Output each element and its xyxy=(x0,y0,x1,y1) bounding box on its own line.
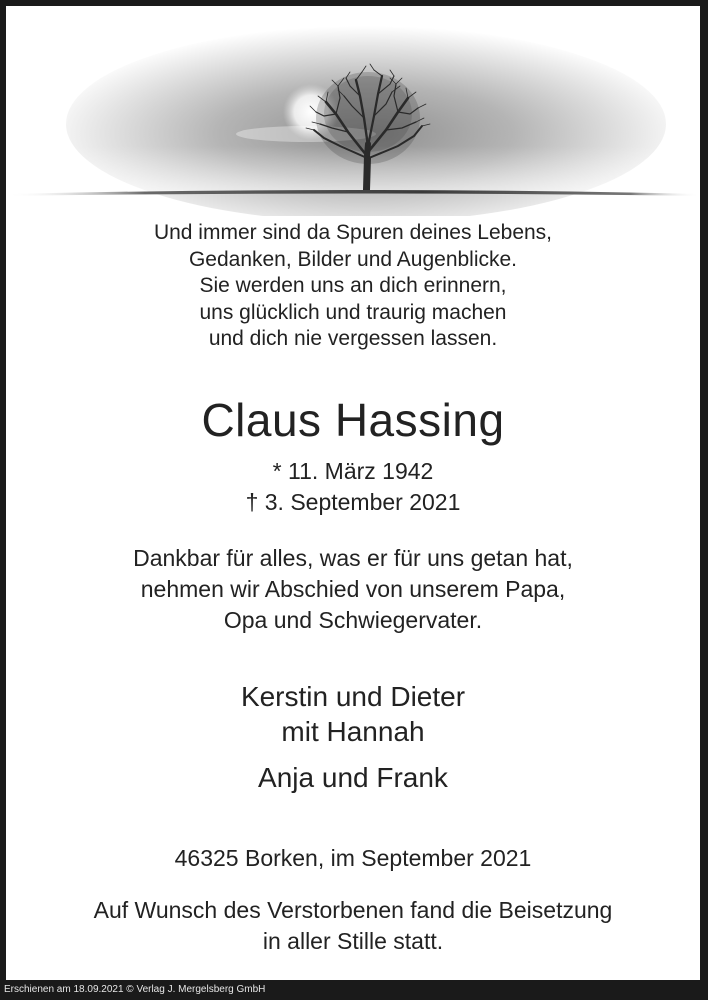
poem-line: Und immer sind da Spuren deines Lebens, xyxy=(153,221,553,244)
gratitude-text xyxy=(6,543,700,636)
mourner-spacer xyxy=(6,749,700,760)
poem-line: uns glücklich und traurig machen xyxy=(199,300,507,324)
mourner-line: mit Hannah xyxy=(281,716,425,747)
poem-line: Gedanken, Bilder und Augenblicke. xyxy=(188,247,518,271)
place-and-date xyxy=(6,843,700,873)
poem-line: Sie werden uns an dich erinnern, xyxy=(199,274,507,297)
mourner-line: Anja und Frank xyxy=(258,762,448,793)
obituary-notice xyxy=(6,6,700,980)
deceased-name-text: Claus Hassing xyxy=(201,394,505,446)
death-date: † 3. September 2021 xyxy=(245,489,461,515)
mourners xyxy=(6,679,700,795)
gratitude-line: Opa und Schwiegervater. xyxy=(223,607,483,633)
poem xyxy=(6,220,700,353)
mourner-line: Kerstin und Dieter xyxy=(240,681,466,712)
life-dates xyxy=(6,456,700,518)
poem-line: und dich nie vergessen lassen. xyxy=(208,327,498,350)
place-date-text: 46325 Borken, im September 2021 xyxy=(174,845,532,871)
deceased-name xyxy=(6,392,700,448)
publication-footer: Erschienen am 18.09.2021 © Verlag J. Mergelsberg GmbH xyxy=(4,984,266,995)
burial-note-line: Auf Wunsch des Verstorbenen fand die Beisetzung xyxy=(93,897,613,923)
birth-date: * 11. März 1942 xyxy=(272,458,434,484)
gratitude-line: Dankbar für alles, was er für uns getan hat, xyxy=(133,545,573,571)
tree-illustration xyxy=(6,6,700,216)
gratitude-line: nehmen wir Abschied von unserem Papa, xyxy=(140,576,566,602)
burial-note xyxy=(6,895,700,957)
burial-note-line: in aller Stille statt. xyxy=(262,928,444,954)
